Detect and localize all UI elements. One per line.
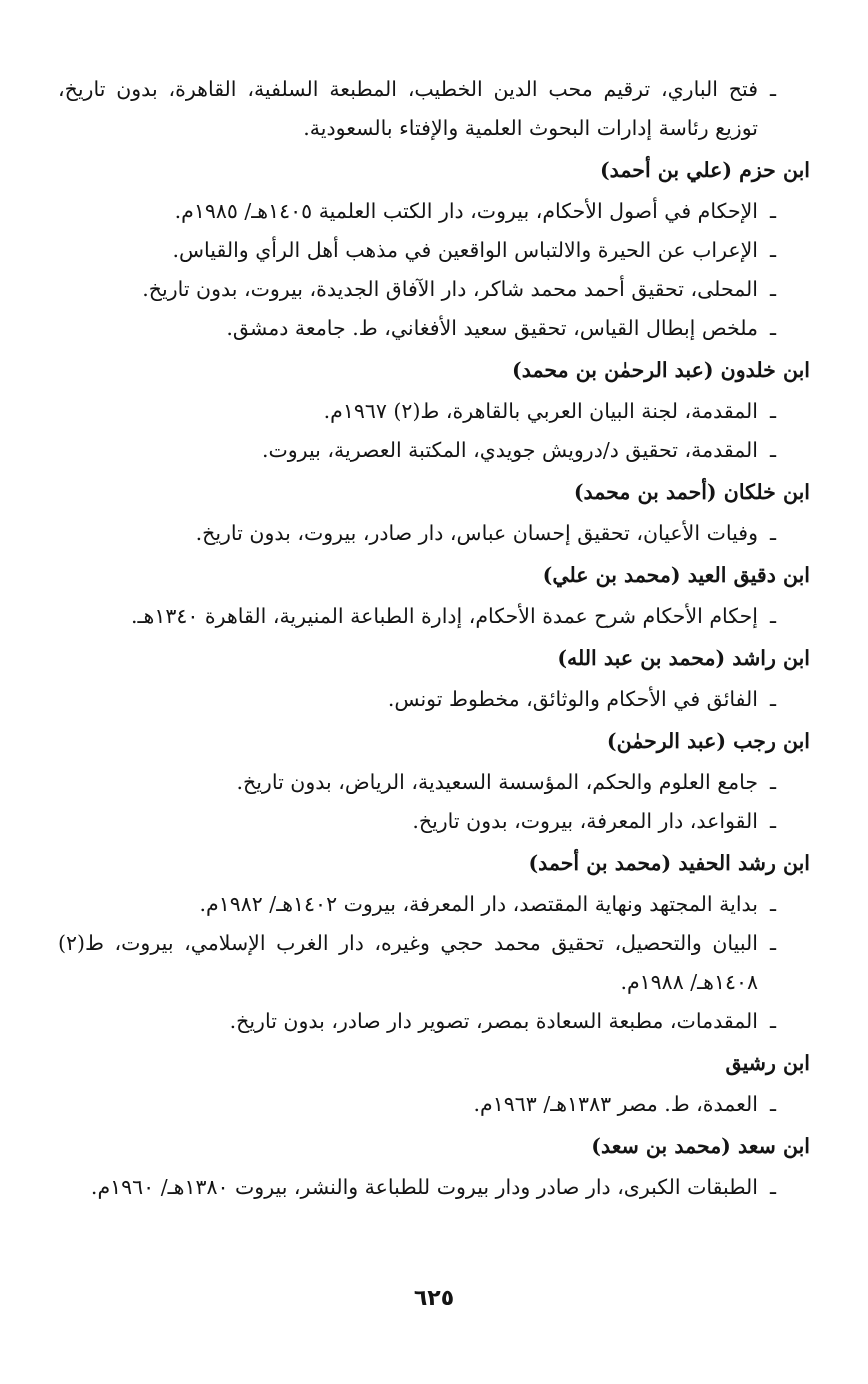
- item-text: ملخص إبطال القياس، تحقيق سعيد الأفغاني، ط. جامعة دمشق.: [226, 316, 758, 340]
- bibliography-item: [58, 763, 810, 802]
- item-text: المحلى، تحقيق أحمد محمد شاكر، دار الآفاق الجديدة، بيروت، بدون تاريخ.: [142, 277, 758, 301]
- item-dash: ـ: [769, 277, 776, 301]
- bibliography-item: [58, 680, 810, 719]
- item-dash: ـ: [769, 438, 776, 462]
- bibliography-item: [58, 1002, 810, 1041]
- author-heading: ابن حزم (علي بن أحمد): [599, 158, 810, 182]
- bibliography-entry: [58, 1126, 810, 1207]
- item-text: المقدمات، مطبعة السعادة بمصر، تصوير دار صادر، بدون تاريخ.: [229, 1009, 758, 1033]
- bibliography-entry: [58, 1043, 810, 1124]
- bibliography-item: [58, 431, 810, 470]
- item-text: جامع العلوم والحكم، المؤسسة السعيدية، الرياض، بدون تاريخ.: [236, 770, 758, 794]
- bibliography-entry: [58, 721, 810, 841]
- author-heading: ابن دقيق العيد (محمد بن علي): [542, 563, 810, 587]
- bibliography-item: [58, 192, 810, 231]
- item-dash: ـ: [769, 238, 776, 262]
- bibliography-item: [58, 597, 810, 636]
- item-dash: ـ: [769, 809, 776, 833]
- bibliography-item: [58, 514, 810, 553]
- intro-items: [58, 70, 810, 148]
- item-text: المقدمة، تحقيق د/درويش جويدي، المكتبة العصرية، بيروت.: [261, 438, 758, 462]
- item-text: العمدة، ط. مصر ١٣٨٣هـ/ ١٩٦٣م.: [473, 1092, 758, 1116]
- bibliography-entry: [58, 638, 810, 719]
- item-text: إحكام الأحكام شرح عمدة الأحكام، إدارة الطباعة المنيرية، القاهرة ١٣٤٠هـ.: [130, 604, 758, 628]
- bibliography-item: [58, 309, 810, 348]
- author-heading: ابن رشد الحفيد (محمد بن أحمد): [528, 851, 810, 875]
- author-heading: ابن رجب (عبد الرحمٰن): [606, 729, 810, 753]
- author-heading: ابن راشد (محمد بن عبد الله): [557, 646, 810, 670]
- bibliography-item: [58, 1085, 810, 1124]
- author-heading: ابن سعد (محمد بن سعد): [591, 1134, 810, 1158]
- item-dash: ـ: [769, 1175, 776, 1199]
- item-dash: ـ: [769, 770, 776, 794]
- item-text: المقدمة، لجنة البيان العربي بالقاهرة، ط(٢) ١٩٦٧م.: [323, 399, 758, 423]
- item-dash: ـ: [769, 77, 776, 101]
- item-dash: ـ: [769, 199, 776, 223]
- item-dash: ـ: [769, 931, 776, 955]
- bibliography-page: [58, 70, 810, 1207]
- bibliography-item: [58, 885, 810, 924]
- item-dash: ـ: [769, 316, 776, 340]
- bibliography-item: [58, 70, 810, 148]
- bibliography-entry: [58, 350, 810, 470]
- page-number: ٦٢٥: [413, 1286, 455, 1311]
- bibliography-item: [58, 802, 810, 841]
- bibliography-item: [58, 231, 810, 270]
- item-text: الطبقات الكبرى، دار صادر ودار بيروت للطباعة والنشر، بيروت ١٣٨٠هـ/ ١٩٦٠م.: [90, 1175, 758, 1199]
- bibliography-item: [58, 924, 810, 1002]
- bibliography-entry: [58, 555, 810, 636]
- item-dash: ـ: [769, 1009, 776, 1033]
- author-heading: ابن خلكان (أحمد بن محمد): [573, 480, 810, 504]
- item-text: البيان والتحصيل، تحقيق محمد حجي وغيره، دار الغرب الإسلامي، بيروت، ط(٢) ١٤٠٨هـ/ ١٩٨٨م.: [58, 931, 758, 994]
- item-dash: ـ: [769, 521, 776, 545]
- bibliography-entry: [58, 472, 810, 553]
- item-text: وفيات الأعيان، تحقيق إحسان عباس، دار صادر، بيروت، بدون تاريخ.: [195, 521, 758, 545]
- item-text: الإحكام في أصول الأحكام، بيروت، دار الكتب العلمية ١٤٠٥هـ/ ١٩٨٥م.: [174, 199, 758, 223]
- bibliography-entry: [58, 150, 810, 348]
- item-text: الفائق في الأحكام والوثائق، مخطوط تونس.: [387, 687, 758, 711]
- bibliography-item: [58, 392, 810, 431]
- item-text: القواعد، دار المعرفة، بيروت، بدون تاريخ.: [412, 809, 758, 833]
- author-heading: ابن رشيق: [725, 1051, 810, 1075]
- item-dash: ـ: [769, 399, 776, 423]
- item-text: الإعراب عن الحيرة والالتباس الواقعين في مذهب أهل الرأي والقياس.: [172, 238, 758, 262]
- item-dash: ـ: [769, 892, 776, 916]
- author-heading: ابن خلدون (عبد الرحمٰن بن محمد): [512, 358, 810, 382]
- item-dash: ـ: [769, 687, 776, 711]
- bibliography-entry: [58, 843, 810, 1041]
- item-dash: ـ: [769, 1092, 776, 1116]
- item-dash: ـ: [769, 604, 776, 628]
- item-text: فتح الباري، ترقيم محب الدين الخطيب، المطبعة السلفية، القاهرة، بدون تاريخ، توزيع رئاسة إدارات البحوث العلمية والإفتاء بالسعودية.: [58, 77, 758, 140]
- item-text: بداية المجتهد ونهاية المقتصد، دار المعرفة، بيروت ١٤٠٢هـ/ ١٩٨٢م.: [199, 892, 758, 916]
- bibliography-item: [58, 1168, 810, 1207]
- bibliography-item: [58, 270, 810, 309]
